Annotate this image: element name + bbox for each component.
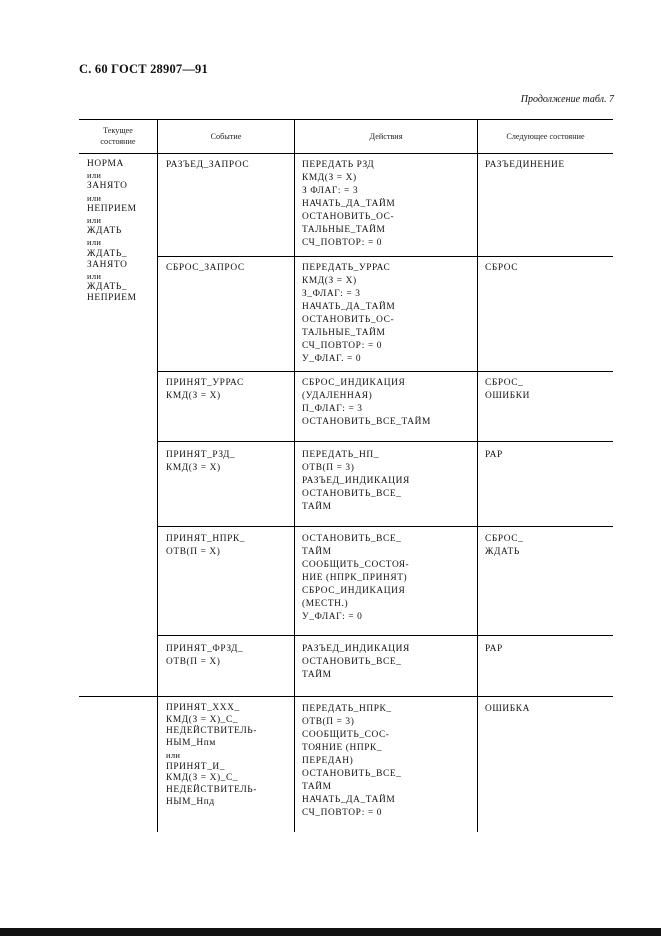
- row-separator: [157, 635, 613, 636]
- state-line-or: или: [87, 192, 102, 203]
- row-separator-full: [79, 696, 613, 697]
- col-header-event: Событие: [210, 132, 242, 141]
- state-line: НЕПРИЕМ: [87, 203, 137, 214]
- event-line: ПРИНЯТ_И_: [166, 761, 226, 772]
- event-line: КМД(З = Х)_С_: [166, 714, 239, 725]
- row2-event: СБРОС_ЗАПРОС: [166, 263, 245, 273]
- state-line-or: или: [87, 271, 102, 282]
- col-header-current-state: Текущее состояние: [100, 126, 136, 146]
- row4-next-state: РАР: [485, 450, 503, 460]
- col-divider-1: [157, 119, 158, 832]
- row6-event: ПРИНЯТ_ФРЗД_ ОТВ(П = Х): [166, 644, 244, 667]
- row1-event: РАЗЪЕД_ЗАПРОС: [166, 160, 250, 170]
- row4-actions: ПЕРЕДАТЬ_НП_ ОТВ(П = 3) РАЗЪЕД_ИНДИКАЦИЯ ОСТАНОВИТЬ_ВСЕ_ ТАЙМ: [302, 450, 410, 512]
- row2-actions: ПЕРЕДАТЬ_УРРАС КМД(З = Х) З_ФЛАГ: = 3 НАЧАТЬ_ДА_ТАЙМ ОСТАНОВИТЬ_ОС- ТАЛЬНЫЕ_ТАЙМ СЧ_ПОВТОР: = 0 У_ФЛАГ. = 0: [302, 263, 396, 364]
- row-separator: [157, 256, 613, 257]
- table-top-rule: [79, 119, 613, 120]
- state-line-or: или: [87, 215, 102, 226]
- state-line: НЕПРИЕМ: [87, 293, 137, 304]
- row5-next-state: СБРОС_ ЖДАТЬ: [485, 534, 524, 557]
- row-separator: [157, 526, 613, 527]
- state-line: ЗАНЯТО: [87, 181, 128, 192]
- event-line: КМД(З = Х)_С_: [166, 773, 239, 784]
- row7-event: [166, 703, 257, 808]
- row-separator: [157, 371, 613, 372]
- row7-actions: ПЕРЕДАТЬ_НПРК_ ОТВ(П = 3) СООБЩИТЬ_СОС- ТОЯНИЕ (НПРК_ ПЕРЕДАН) ОСТАНОВИТЬ_ВСЕ_ ТАЙМ НАЧАТЬ_ДА_ТАЙМ СЧ_ПОВТОР: = 0: [302, 704, 402, 818]
- row4-event: ПРИНЯТ_РЗД_ КМД(З = Х): [166, 450, 236, 473]
- row5-event: ПРИНЯТ_НПРК_ ОТВ(П = Х): [166, 534, 246, 557]
- state-line-or: или: [87, 237, 102, 248]
- row3-actions: СБРОС_ИНДИКАЦИЯ (УДАЛЕННАЯ) П_ФЛАГ: = 3 ОСТАНОВИТЬ_ВСЕ_ТАЙМ: [302, 378, 431, 427]
- row1-next-state: РАЗЪЕДИНЕНИЕ: [485, 160, 565, 170]
- state-line: ЖДАТЬ_: [87, 248, 128, 259]
- state-line: ЖДАТЬ_: [87, 282, 128, 293]
- row1-actions: ПЕРЕДАТЬ РЗД КМД(З = Х) З ФЛАГ: = 3 НАЧАТЬ_ДА_ТАЙМ ОСТАНОВИТЬ_ОС- ТАЛЬНЫЕ_ТАЙМ СЧ_ПОВТОР: = 0: [302, 160, 396, 248]
- row3-next-state: СБРОС_ ОШИБКИ: [485, 378, 531, 401]
- scan-bottom-edge: [0, 928, 661, 936]
- row7-next-state: ОШИБКА: [485, 704, 531, 714]
- event-line: НЕДЕЙСТВИТЕЛЬ-: [166, 784, 257, 795]
- row6-actions: РАЗЪЕД_ИНДИКАЦИЯ ОСТАНОВИТЬ_ВСЕ_ ТАЙМ: [302, 644, 410, 680]
- event-line: НЫМ_Нпд: [166, 796, 215, 807]
- current-state-cell: [87, 159, 137, 305]
- row5-actions: ОСТАНОВИТЬ_ВСЕ_ ТАЙМ СООБЩИТЬ_СОСТОЯ- НИЕ (НПРК_ПРИНЯТ) СБРОС_ИНДИКАЦИЯ (МЕСТН.) У_ФЛАГ: = 0: [302, 534, 410, 622]
- event-line: НЫМ_Нпм: [166, 738, 216, 749]
- state-line-or: или: [87, 170, 102, 181]
- col-divider-3: [477, 119, 478, 832]
- table-continuation-caption: Продолжение табл. 7: [520, 94, 614, 105]
- state-line: ЗАНЯТО: [87, 259, 128, 270]
- row6-next-state: РАР: [485, 644, 503, 654]
- state-line: НОРМА: [87, 159, 124, 169]
- event-line: ПРИНЯТ_ХХХ_: [166, 703, 240, 713]
- col-header-next-state: Следующее состояние: [506, 132, 585, 141]
- event-line: НЕДЕЙСТВИТЕЛЬ-: [166, 726, 257, 737]
- event-line-or: или: [166, 749, 181, 760]
- table-header-rule: [79, 153, 613, 154]
- row-separator: [157, 441, 613, 442]
- row2-next-state: СБРОС: [485, 263, 519, 273]
- state-line: ЖДАТЬ: [87, 226, 122, 237]
- col-header-actions: Действия: [369, 132, 403, 141]
- page-header: С. 60 ГОСТ 28907—91: [79, 62, 208, 76]
- col-divider-2: [294, 119, 295, 832]
- row3-event: ПРИНЯТ_УРРАС КМД(З = Х): [166, 378, 244, 401]
